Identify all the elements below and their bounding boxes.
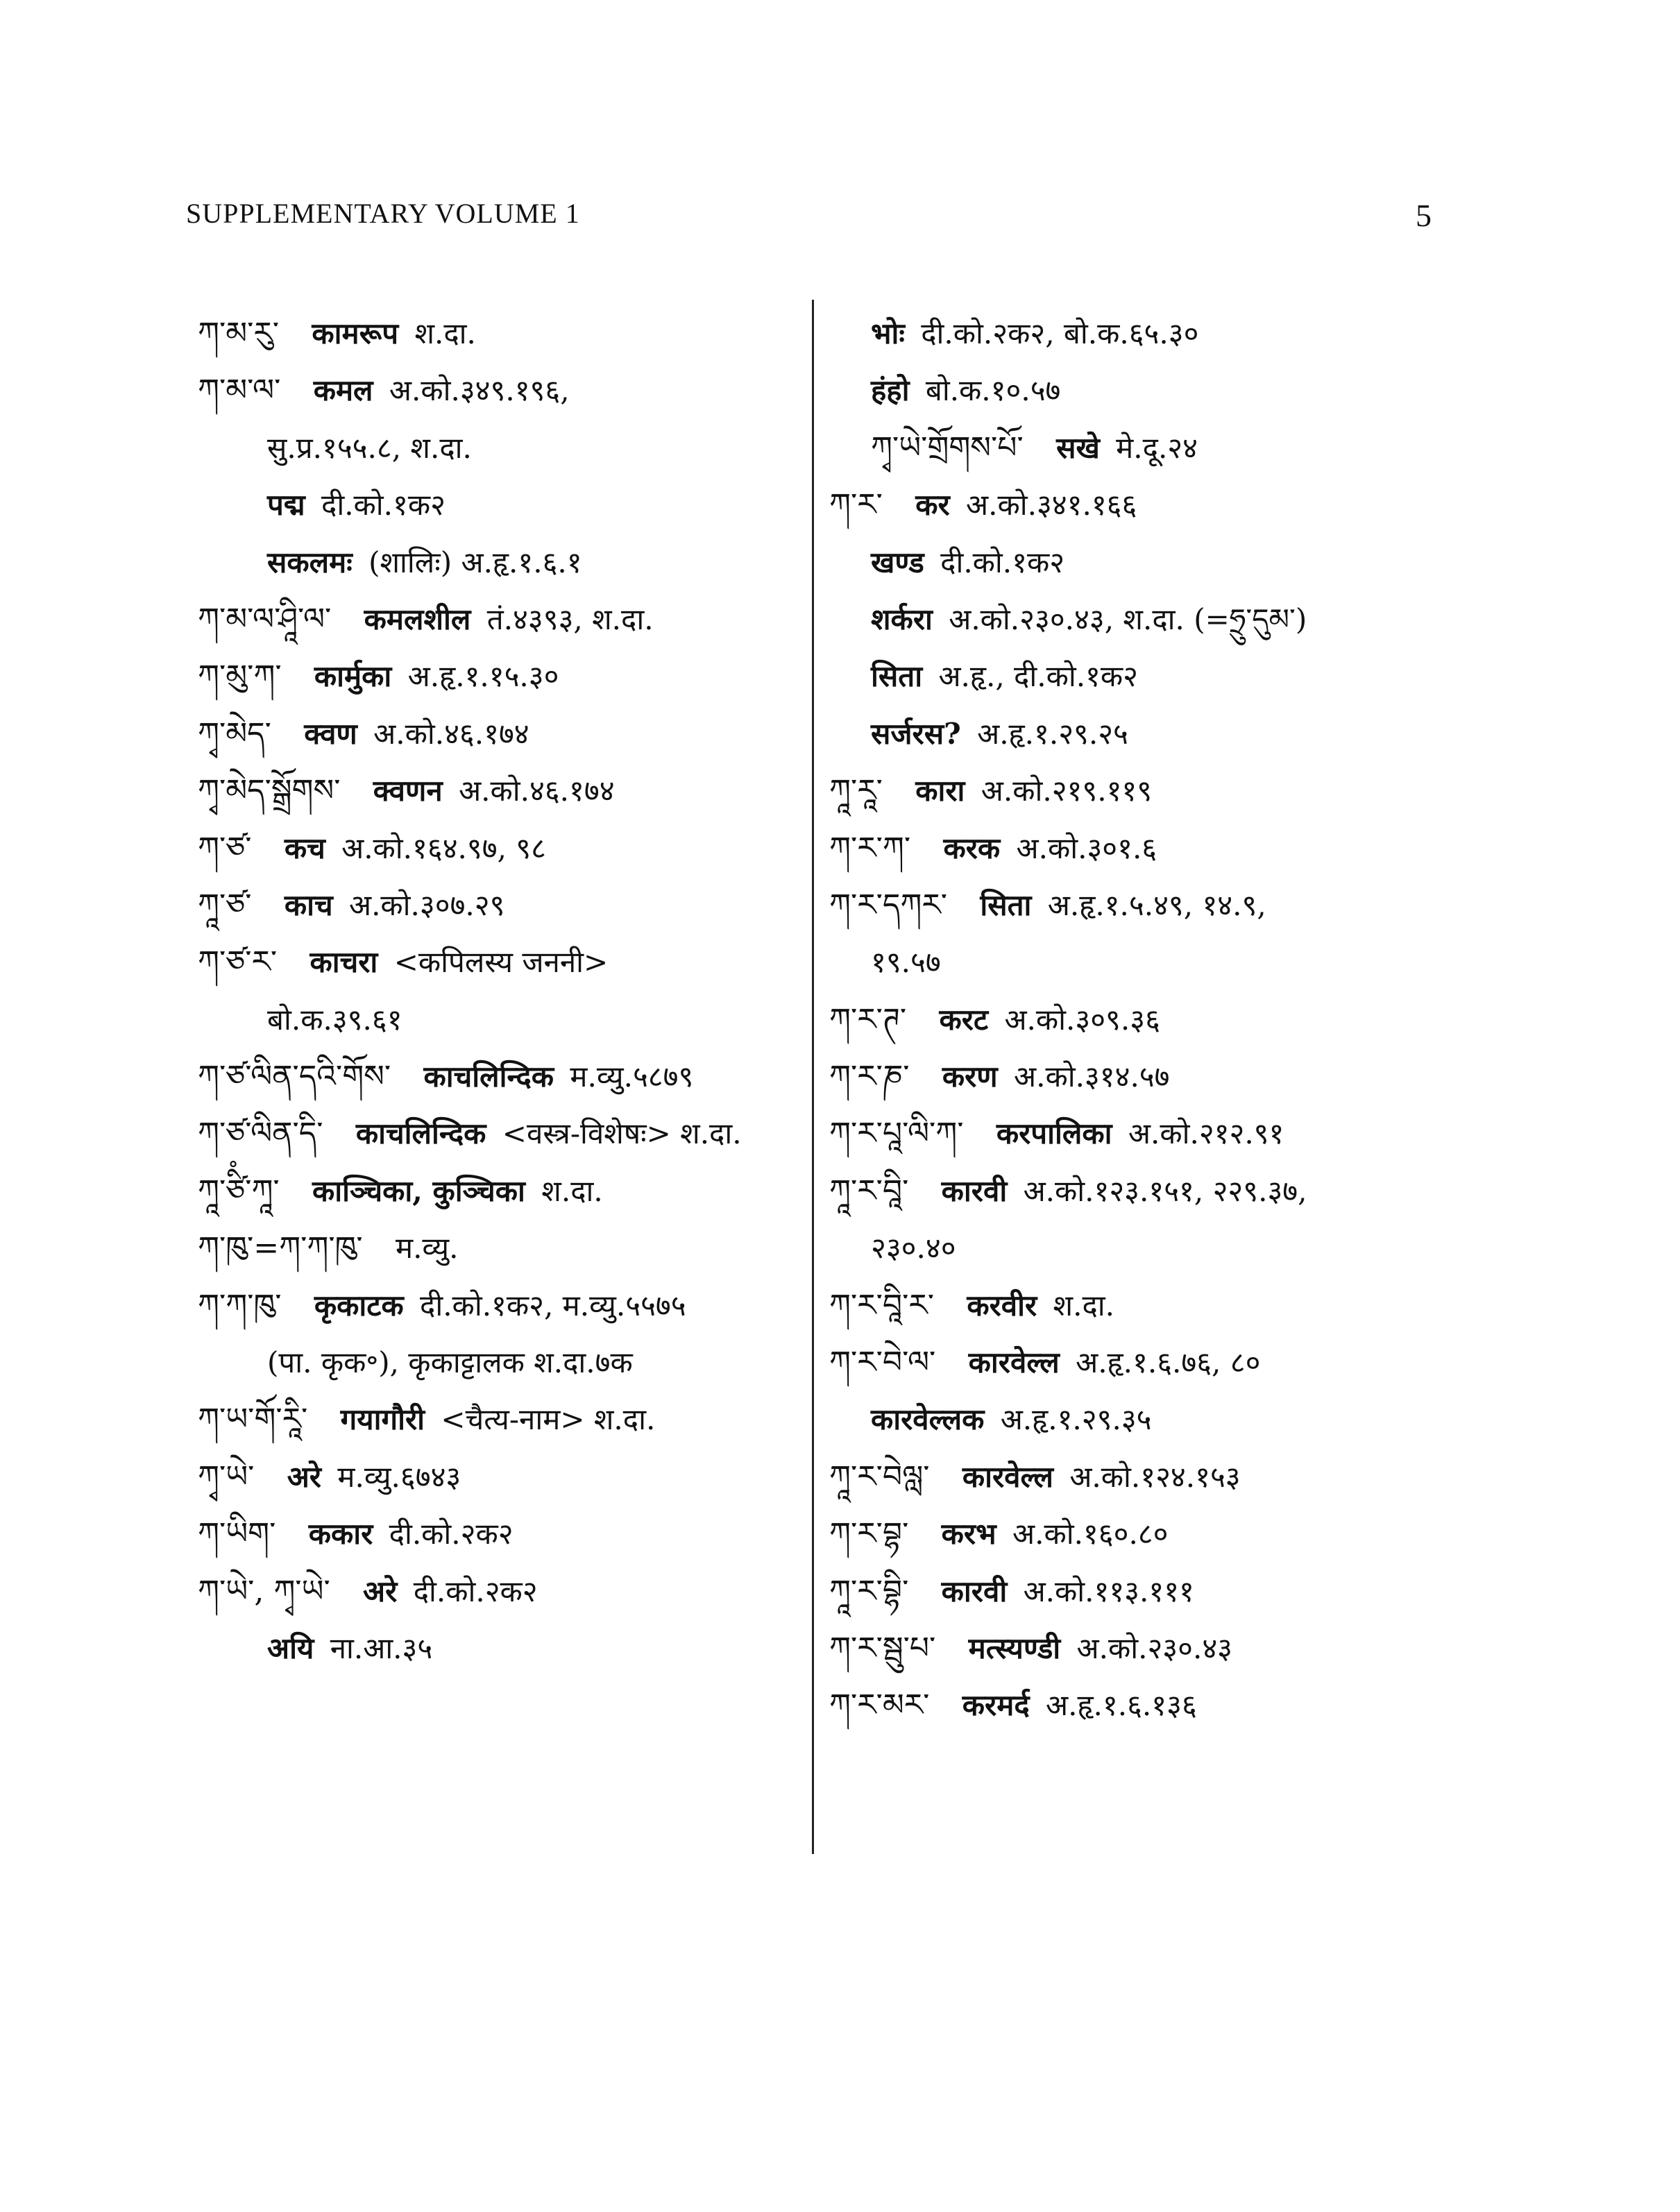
dictionary-entry-line bbox=[198, 591, 801, 648]
sanskrit-headword: करभ bbox=[941, 1517, 996, 1551]
dictionary-entry-line bbox=[829, 534, 1551, 591]
sanskrit-headword: कारवी bbox=[941, 1574, 1008, 1608]
source-reference: अ.को.१२४.१५३ bbox=[1069, 1459, 1241, 1494]
tibetan-term: ཀ་ཡིག་ bbox=[198, 1516, 276, 1552]
tibetan-term: ཀཱ་ར་བེལླ་ bbox=[829, 1458, 930, 1495]
sanskrit-headword: शर्करा bbox=[871, 602, 933, 636]
dictionary-entry-line bbox=[829, 1620, 1551, 1677]
source-reference: अ.को.३०९.३६ bbox=[1004, 1002, 1160, 1037]
dictionary-entry-line bbox=[198, 1163, 801, 1220]
tibetan-term: ཀ་ཙ་ར་ bbox=[198, 944, 278, 980]
dictionary-entry-line bbox=[198, 648, 801, 705]
source-reference: दी.को.१क२ bbox=[321, 488, 446, 522]
source-reference: अ.को.२१२.९१ bbox=[1128, 1116, 1284, 1151]
source-reference: श.दा. bbox=[1053, 1288, 1114, 1322]
source-reference: <वस्त्र-विशेषः> श.दा. bbox=[502, 1116, 742, 1151]
dictionary-entry-line bbox=[829, 763, 1551, 819]
source-reference: <कपिलस्य जननी> bbox=[393, 945, 609, 980]
sanskrit-headword: क्वण bbox=[304, 716, 357, 751]
dictionary-entry-line bbox=[198, 934, 801, 991]
dictionary-entry-line bbox=[829, 420, 1551, 477]
source-reference: बो.क.१०.५७ bbox=[925, 373, 1061, 408]
sanskrit-headword: काञ्चिका, कुञ्चिका bbox=[312, 1173, 525, 1208]
tibetan-term: ཀ་ཙ་ bbox=[198, 830, 252, 866]
source-reference: म.व्यु.६७४३ bbox=[337, 1459, 461, 1494]
dictionary-entry-line bbox=[829, 1048, 1551, 1105]
sanskrit-headword: कारवेल्ल bbox=[962, 1459, 1053, 1494]
dictionary-entry-line bbox=[829, 1163, 1551, 1220]
source-reference: म.व्यु. bbox=[395, 1231, 459, 1266]
dictionary-entry-line bbox=[829, 477, 1551, 534]
source-reference: २३०.४० bbox=[871, 1231, 956, 1266]
source-reference: अ.को.३४१.१६६ bbox=[966, 488, 1137, 522]
dictionary-entry-line bbox=[829, 1449, 1551, 1506]
dictionary-entry-line bbox=[198, 1506, 801, 1563]
sanskrit-headword: कारवेल्ल bbox=[968, 1345, 1060, 1380]
dictionary-entry-line bbox=[829, 820, 1551, 877]
sanskrit-headword: हंहो bbox=[871, 373, 910, 408]
tibetan-term: ཀ་ར་ཊ་ bbox=[829, 1001, 907, 1037]
dictionary-entry-line bbox=[829, 1220, 1551, 1277]
sanskrit-headword: गयागौरी bbox=[340, 1402, 425, 1437]
source-reference: अ.को.४६.१७४ bbox=[459, 774, 615, 808]
dictionary-entry-line bbox=[198, 1391, 801, 1448]
source-reference: अ.हृ.१.६.७६, ८० bbox=[1076, 1345, 1261, 1380]
tibetan-term: ཀཱ་ཙ་ bbox=[198, 887, 252, 923]
dictionary-entry-line bbox=[829, 1277, 1551, 1334]
source-reference: अ.हृ.१.५.४९, १४.९, bbox=[1047, 887, 1266, 922]
source-reference: मे.दू.२४ bbox=[1116, 430, 1198, 465]
tibetan-term: ཀྭ་ཡེ་ bbox=[198, 1458, 255, 1495]
tibetan-term: ཀ་ར་མར་ bbox=[829, 1687, 930, 1724]
tibetan-term: ཀ་ར་བཱི་ར་ bbox=[829, 1287, 934, 1323]
sanskrit-headword: करपालिका bbox=[996, 1116, 1112, 1151]
tibetan-term: ཀ་མ་རུ་ bbox=[198, 316, 279, 351]
sanskrit-headword: सिता bbox=[980, 887, 1032, 922]
sanskrit-headword: खण्ड bbox=[871, 545, 924, 579]
tibetan-term: ཀ་མ་ལ་ bbox=[198, 373, 281, 409]
sanskrit-headword: अयि bbox=[267, 1631, 314, 1665]
tibetan-term: ཀ་ར་པཱ་ལི་ཀ་ bbox=[829, 1116, 964, 1152]
sanskrit-headword: सर्जरस? bbox=[871, 716, 961, 751]
dictionary-entry-line bbox=[198, 1334, 801, 1391]
sanskrit-headword: कारा bbox=[915, 774, 965, 808]
dictionary-entry-line bbox=[829, 591, 1551, 648]
dictionary-entry-line bbox=[198, 534, 801, 591]
dictionary-entry-line bbox=[829, 1391, 1551, 1448]
source-reference: अ.को.१६४.९७, ९८ bbox=[341, 831, 546, 865]
sanskrit-headword: पद्म bbox=[267, 488, 305, 522]
source-reference: अ.को.१२३.१५१, २२९.३७, bbox=[1023, 1173, 1307, 1208]
tibetan-term: ཀ་ཙ་ལིན་དའི་གོས་ bbox=[198, 1059, 391, 1095]
source-reference: म.व्यु.५८७९ bbox=[570, 1060, 694, 1094]
source-reference: दी.को.१क२, म.व्यु.५५७५ bbox=[420, 1288, 686, 1322]
page-number: 5 bbox=[1416, 198, 1432, 233]
source-reference: अ.को.२३०.४३, श.दा. (=ཧྲུ་དུམ་) bbox=[949, 602, 1307, 636]
tibetan-term: ཀ་ཁུ་=ཀ་ཀ་ཁུ་ bbox=[198, 1230, 363, 1266]
tibetan-term: ཀ་མ་ལ་ཤཱི་ལ་ bbox=[198, 601, 332, 637]
tibetan-term: ཀ་ཡེ་, ཀྭ་ཡེ་ bbox=[198, 1573, 330, 1609]
dictionary-entry-line bbox=[198, 763, 801, 819]
sanskrit-headword: काचरा bbox=[309, 945, 378, 980]
source-reference: अ.को.४६.१७४ bbox=[373, 716, 529, 751]
sanskrit-headword: करट bbox=[939, 1002, 989, 1037]
source-reference: अ.को.१६०.८० bbox=[1012, 1517, 1169, 1551]
sanskrit-headword: काच bbox=[284, 887, 333, 922]
tibetan-term: ཀ་ར་བྷ་ bbox=[829, 1516, 909, 1552]
dictionary-entry-line bbox=[829, 1105, 1551, 1162]
dictionary-entry-line bbox=[829, 1677, 1551, 1734]
sanskrit-headword: अरे bbox=[363, 1574, 398, 1608]
tibetan-term: ཀ་ར་སྦུ་པ་ bbox=[829, 1630, 936, 1666]
sanskrit-headword: कारवेल्लक bbox=[871, 1402, 985, 1437]
tibetan-term: ཀྭ་མེད་ bbox=[198, 715, 271, 751]
tibetan-term: ཀཱ་རཱ་ bbox=[829, 773, 883, 809]
source-reference: सु.प्र.१५५.८, श.दा. bbox=[267, 430, 472, 465]
source-reference: श.दा. bbox=[541, 1173, 603, 1208]
dictionary-entry-line bbox=[198, 706, 801, 763]
sanskrit-headword: करक bbox=[943, 831, 1001, 865]
tibetan-term: ཀཱ་ར་བཱི་ bbox=[829, 1173, 909, 1209]
dictionary-entry-line bbox=[829, 362, 1551, 419]
tibetan-term: ཀ་མུ་ཀ་ bbox=[198, 658, 282, 695]
sanskrit-headword: ककार bbox=[308, 1517, 373, 1551]
source-reference: (शालिः) अ.हृ.१.६.१ bbox=[368, 545, 582, 579]
source-reference: बो.क.३९.६१ bbox=[267, 1002, 402, 1037]
source-reference: अ.हृ.१.१५.३० bbox=[407, 659, 559, 694]
source-reference: ना.आ.३५ bbox=[330, 1631, 433, 1665]
tibetan-term: ཀཱ་ར་བྷི་ bbox=[829, 1573, 909, 1609]
sanskrit-headword: सकलमः bbox=[267, 545, 353, 579]
column-divider bbox=[812, 300, 814, 1854]
source-reference: (पा. कृक॰), कृकाट्टालक श.दा.७क bbox=[267, 1345, 633, 1380]
dictionary-entry-line bbox=[198, 1220, 801, 1277]
sanskrit-headword: कामरूप bbox=[312, 316, 399, 350]
sanskrit-headword: सिता bbox=[871, 659, 923, 694]
sanskrit-headword: काचलिन्दिक bbox=[423, 1060, 554, 1094]
tibetan-term: ཀ་ར་བེ་ལ་ bbox=[829, 1345, 936, 1381]
dictionary-entry-line bbox=[198, 1048, 801, 1105]
dictionary-entry-line bbox=[198, 820, 801, 877]
dictionary-entry-line bbox=[829, 648, 1551, 705]
source-reference: अ.को.११३.१११ bbox=[1023, 1574, 1194, 1608]
source-reference: अ.को.३०१.६ bbox=[1016, 831, 1157, 865]
dictionary-entry-line bbox=[829, 1506, 1551, 1563]
dictionary-entry-line bbox=[198, 1105, 801, 1162]
dictionary-entry-line bbox=[198, 1277, 801, 1334]
dictionary-entry-line bbox=[829, 1563, 1551, 1620]
source-reference: अ.को.३०७.२९ bbox=[348, 887, 505, 922]
tibetan-term: ཀ་ཀ་ཁུ་ bbox=[198, 1287, 282, 1323]
dictionary-entry-line bbox=[198, 1563, 801, 1620]
dictionary-entry-line bbox=[829, 992, 1551, 1048]
source-reference: दी.को.१क२ bbox=[940, 545, 1065, 579]
dictionary-entry-line bbox=[198, 992, 801, 1048]
dictionary-entry-line bbox=[198, 877, 801, 934]
dictionary-entry-line bbox=[198, 477, 801, 534]
source-reference: अ.को.३४९.१९६, bbox=[389, 373, 570, 408]
dictionary-entry-line bbox=[198, 1620, 801, 1677]
running-title: SUPPLEMENTARY VOLUME 1 bbox=[186, 198, 580, 229]
source-reference: अ.हृ.१.२९.३५ bbox=[1000, 1402, 1152, 1437]
dictionary-entry-line bbox=[829, 706, 1551, 763]
dictionary-entry-line bbox=[829, 305, 1551, 362]
source-reference: दी.को.२क२ bbox=[389, 1517, 514, 1551]
sanskrit-headword: करण bbox=[942, 1060, 998, 1094]
tibetan-term: ཀྭ་མེད་སྒྲོགས་ bbox=[198, 773, 341, 809]
dictionary-entry-line bbox=[829, 934, 1551, 991]
source-reference: दी.को.२क२, बो.क.६५.३० bbox=[921, 316, 1199, 350]
sanskrit-headword: कमलशील bbox=[364, 602, 471, 636]
sanskrit-headword: मत्स्यण्डी bbox=[968, 1631, 1061, 1665]
source-reference: <चैत्य-नाम> श.दा. bbox=[441, 1402, 656, 1437]
right-column bbox=[829, 305, 1551, 1735]
sanskrit-headword: भोः bbox=[871, 316, 905, 350]
source-reference: १९.५७ bbox=[871, 945, 941, 980]
source-reference: तं.४३९३, श.दा. bbox=[486, 602, 654, 636]
dictionary-entry-line bbox=[198, 1449, 801, 1506]
source-reference: अ.हृ.१.२९.२५ bbox=[977, 716, 1128, 751]
sanskrit-headword: करवीर bbox=[967, 1288, 1037, 1322]
left-column bbox=[198, 305, 801, 1677]
dictionary-entry-line bbox=[198, 362, 801, 419]
sanskrit-headword: क्वणन bbox=[373, 774, 443, 808]
dictionary-entry-line bbox=[829, 1334, 1551, 1391]
sanskrit-headword: कारवी bbox=[941, 1173, 1008, 1208]
source-reference: श.दा. bbox=[414, 316, 476, 350]
tibetan-term: ཀ་ར་ bbox=[829, 487, 883, 523]
sanskrit-headword: कार्मुका bbox=[314, 659, 392, 694]
sanskrit-headword: कर bbox=[915, 488, 950, 522]
dictionary-entry-line bbox=[829, 877, 1551, 934]
sanskrit-headword: अरे bbox=[287, 1459, 321, 1494]
sanskrit-headword: सखे bbox=[1056, 430, 1100, 465]
sanskrit-headword: कच bbox=[284, 831, 325, 865]
source-reference: अ.हृ., दी.को.१क२ bbox=[938, 659, 1138, 694]
source-reference: अ.को.३१४.५७ bbox=[1014, 1060, 1170, 1094]
tibetan-term: ཀ་ར་ཀ་ bbox=[829, 830, 911, 866]
sanskrit-headword: कमल bbox=[313, 373, 373, 408]
tibetan-term: ཀ་ཡ་གོ་རཱི་ bbox=[198, 1402, 308, 1438]
dictionary-entry-line bbox=[198, 305, 801, 362]
dictionary-entry-line bbox=[198, 420, 801, 477]
source-reference: दी.को.२क२ bbox=[413, 1574, 538, 1608]
tibetan-term: ཀ་ར་ཎ་ bbox=[829, 1059, 910, 1095]
sanskrit-headword: करमर्द bbox=[962, 1688, 1030, 1723]
sanskrit-headword: काचलिन्दिक bbox=[355, 1116, 486, 1151]
tibetan-term: ཀ་ར་དཀར་ bbox=[829, 887, 947, 923]
tibetan-term: ཀྭ་ཡེ་གྲོགས་པོ་ bbox=[871, 429, 1024, 466]
tibetan-term: ཀ་ཙ་ལིན་དི་ bbox=[198, 1116, 323, 1152]
sanskrit-headword: कृकाटक bbox=[314, 1288, 404, 1322]
source-reference: अ.हृ.१.६.१३६ bbox=[1046, 1688, 1197, 1723]
source-reference: अ.को.२१९.११९ bbox=[981, 774, 1153, 808]
tibetan-term: ཀཱ་ཙིཾ་ཀཱ་ bbox=[198, 1173, 280, 1209]
source-reference: अ.को.२३०.४३ bbox=[1076, 1631, 1233, 1665]
